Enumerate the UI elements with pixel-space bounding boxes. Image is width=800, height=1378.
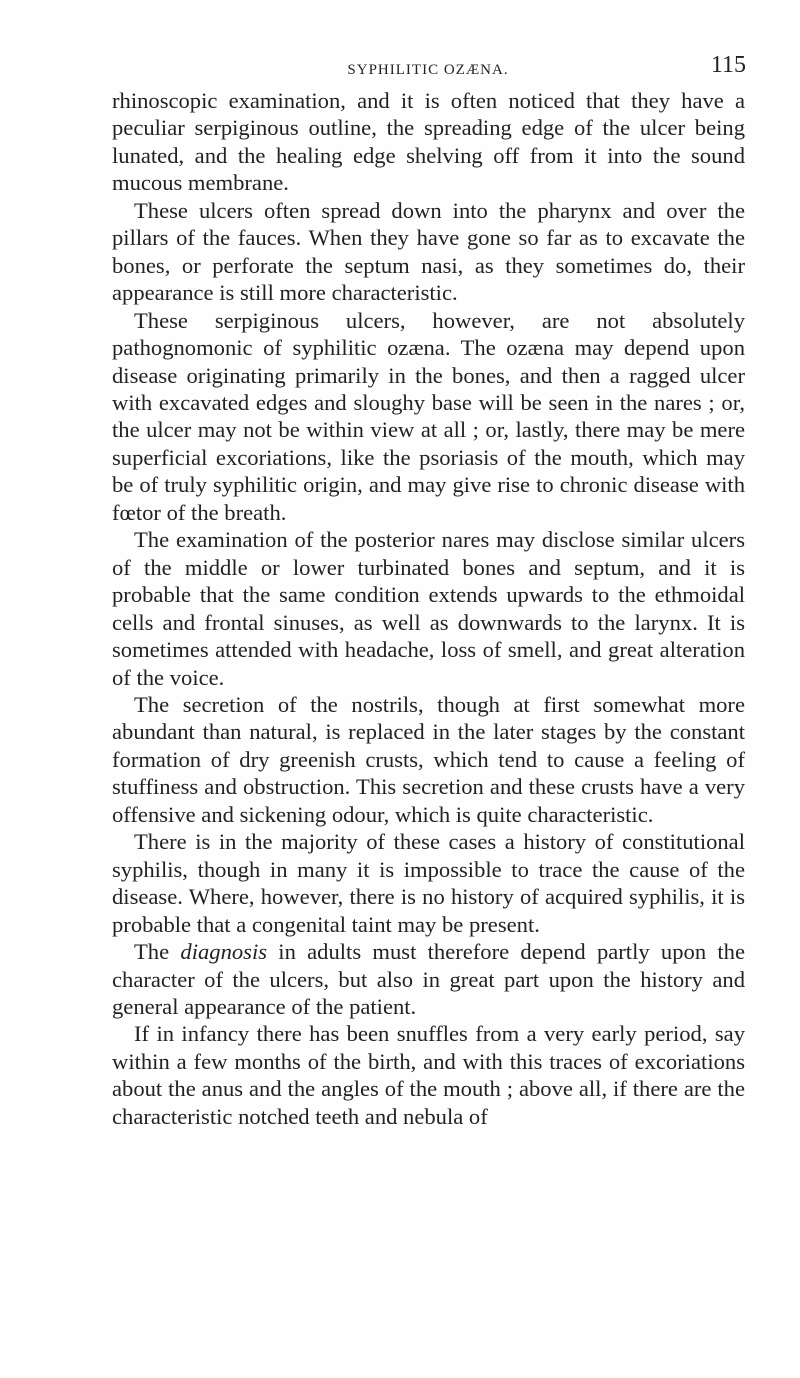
paragraph: There is in the majority of these cases a history of constitutional syphilis, though in many it is impossible to trace the cause of the disease. Where, however, there is no history of acquired syphilis, it is probable that a congenital taint may be present. — [112, 829, 745, 937]
paragraph: If in infancy there has been snuffles from a very early period, say within a few months of the birth, and with this traces of excoriations about the anus and the angles of the mouth ; above all, if there are the characteristic notched teeth and nebula of — [112, 1021, 745, 1129]
paragraph: These serpiginous ulcers, however, are not absolutely pathognomonic of syphilitic ozæna. The ozæna may depend upon disease originating primarily in the bones, and then a ragged ulcer with excavated edges and sloughy base will be seen in the nares ; or, the ulcer may not be within view at all ; or, lastly, there may be mere superficial excoriations, like the psoriasis of the mouth, which may be of truly syphilitic origin, and may give rise to chronic disease with fœtor of the breath. — [112, 307, 745, 525]
paragraph-lead: The — [134, 939, 181, 965]
paragraph: These ulcers often spread down into the pharynx and over the pillars of the fauces. When they have gone so far as to excavate the bones, or perforate the septum nasi, as they sometimes do, their appearance is still more characteristic. — [112, 197, 745, 306]
body-text — [112, 87, 745, 1130]
paragraph-rest: in adults must therefore depend partly upon the character of the ulcers, but also in great part upon the history and general appearance of the patient. — [112, 939, 745, 1019]
paragraph: The examination of the posterior nares may disclose similar ulcers of the middle or lower turbinated bones and septum, and it is probable that the same condition extends upwards to the ethmoidal cells and frontal sinuses, as well as downwards to the larynx. It is sometimes attended with headache, loss of smell, and great alteration of the voice. — [112, 527, 745, 690]
emphasis-diagnosis: diagnosis — [180, 939, 268, 965]
paragraph: The secretion of the nostrils, though at first somewhat more abundant than natural, is replaced in the later stages by the constant formation of dry greenish crusts, which tend to cause a feeling of stuffiness and obstruction. This secretion and these crusts have a very offensive and sickening odour, which is quite characteristic. — [112, 691, 745, 827]
paragraph-diagnosis — [112, 938, 745, 1020]
running-head — [110, 50, 746, 80]
running-title: SYPHILITIC OZÆNA. — [347, 62, 509, 78]
page-number: 115 — [710, 52, 746, 78]
paragraph: rhinoscopic examination, and it is often noticed that they have a peculiar serpiginous outline, the spreading edge of the ulcer being lunated, and the healing edge shelving off from it into the sound mucous membrane. — [112, 88, 745, 196]
